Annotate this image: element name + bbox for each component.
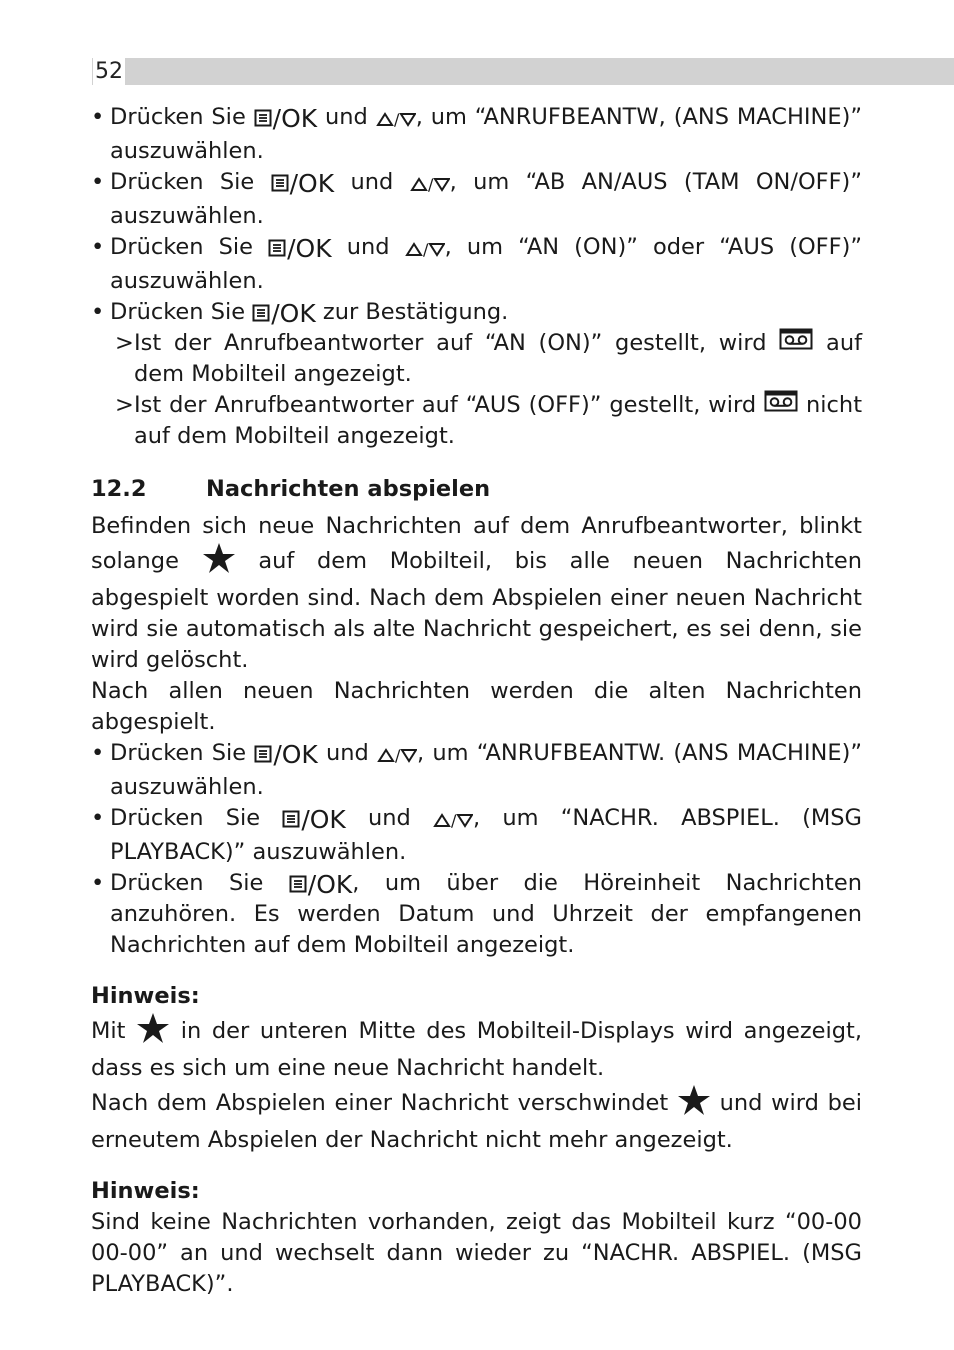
list-item: • Drücken Sie /OK und / , um “NACHR. ABSPIEL. (MSG PLAYBACK)” auszuwählen. [91,803,862,868]
svg-text:/: / [451,812,457,828]
svg-text:/: / [393,111,400,127]
section-heading [91,474,862,505]
up-down-arrow-icon [405,235,445,266]
paragraph: Nach allen neuen Nachrichten werden die alten Nachrichten abgespielt. [91,678,862,735]
star-icon [202,542,236,583]
header-bar [92,58,954,85]
up-down-arrow-icon [377,741,417,772]
note-paragraph: Nach dem Abspielen einer Nachricht verschwindet und wird bei erneutem Abspielen der Nachricht nicht mehr angezeigt. [91,1084,862,1156]
result-item: > Ist der Anrufbeantworter auf “AN (ON)” gestellt, wird auf dem Mobilteil angezeigt. [91,328,862,390]
up-down-arrow-icon [376,105,416,136]
list-item: • Drücken Sie /OK , um über die Höreinheit Nachrichten anzuhören. Es werden Datum und Uhrzeit der empfangenen Nachrichten auf dem Mobilteil angezeigt. [91,868,862,961]
svg-text:/: / [395,747,401,763]
note-paragraph: Mit in der unteren Mitte des Mobilteil-Displays wird angezeigt, dass es sich um eine neue Nachricht handelt. [91,1012,862,1084]
menu-ok-icon: /OK [289,872,353,897]
note-paragraph: Sind keine Nachrichten vorhanden, zeigt das Mobilteil kurz “00-00 00-00” an und wechselt dann wieder zu “NACHR. ABSPIEL. (MSG PLAYBACK)”. [91,1209,862,1297]
list-item: • Drücken Sie /OK und / , um “AB AN/AUS (TAM ON/OFF)” auszuwählen. [91,167,862,232]
paragraph: Befinden sich neue Nachrichten auf dem Anrufbeantworter, blinkt solange auf dem Mobilteil, bis alle neuen Nachrichten abgespielt worden sind. Nach dem Abspielen einer neuen Nachricht wird sie automatisch als alte Nachricht gespeichert, es sei denn, sie wird gelöscht. [91,513,862,673]
note-title: Hinweis: [91,983,200,1009]
up-down-arrow-icon [410,170,450,201]
list-item: • Drücken Sie /OK und / , um “ANRUFBEANTW, (ANS MACHINE)” auszuwählen. [91,102,862,167]
section-title: Nachrichten abspielen [206,476,491,502]
list-item: • Drücken Sie /OK zur Bestätigung. [91,297,862,328]
menu-ok-icon: /OK [271,171,335,196]
menu-ok-icon: /OK [254,106,318,131]
note-title: Hinweis: [91,1178,200,1204]
svg-text:/: / [427,176,434,192]
menu-ok-icon: /OK [252,301,316,326]
menu-ok-icon: /OK [282,807,346,832]
up-down-arrow-icon [433,806,473,837]
tam-icon [764,390,798,421]
section-number: 12.2 [91,476,147,502]
list-item: • Drücken Sie /OK und / , um “ANRUFBEANTW. (ANS MACHINE)” auszuwählen. [91,738,862,803]
star-icon [136,1012,170,1053]
list-item: • Drücken Sie /OK und / , um “AN (ON)” oder “AUS (OFF)” auszuwählen. [91,232,862,297]
page-number: 52 [95,59,123,84]
svg-text:/: / [422,241,428,257]
menu-ok-icon: /OK [268,236,332,261]
page-content [91,102,862,1300]
result-item: > Ist der Anrufbeantworter auf “AUS (OFF)” gestellt, wird nicht auf dem Mobilteil angezeigt. [91,390,862,452]
menu-ok-icon: /OK [254,742,318,767]
star-icon [677,1084,711,1125]
tam-icon [779,328,813,359]
